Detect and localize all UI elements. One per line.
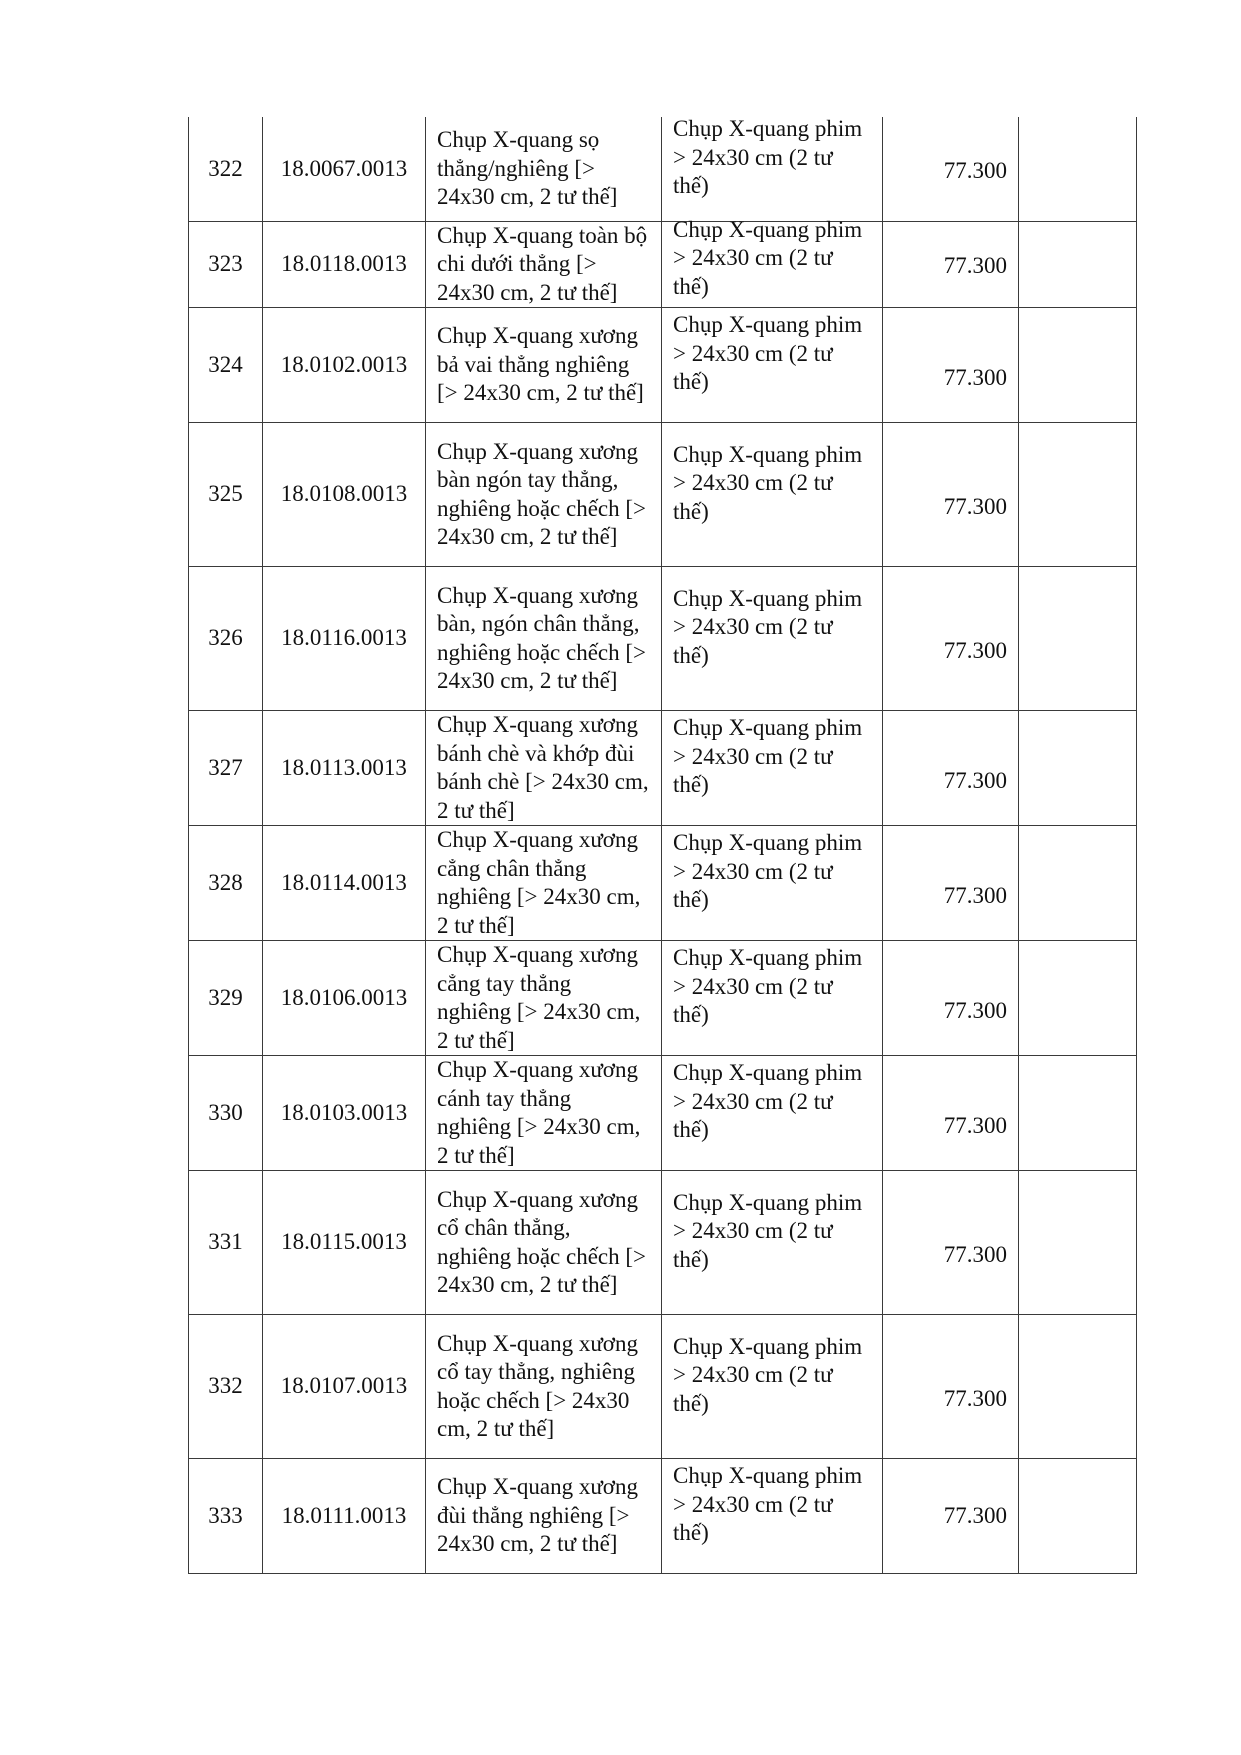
row-note	[1019, 1459, 1137, 1574]
row-note	[1019, 711, 1137, 826]
row-price	[883, 941, 1019, 1056]
row-group-text: Chụp X-quang phim > 24x30 cm (2 tư thế)	[673, 945, 863, 1028]
row-group-text: Chụp X-quang phim > 24x30 cm (2 tư thế)	[673, 715, 863, 798]
table-row	[189, 711, 1137, 826]
row-price-text: 77.300	[943, 253, 1007, 278]
row-group-text: Chụp X-quang phim > 24x30 cm (2 tư thế)	[673, 1189, 863, 1272]
row-group	[662, 308, 883, 423]
row-code: 18.0102.0013	[263, 308, 426, 423]
row-service-name: Chụp X-quang xương bả vai thẳng nghiêng [> 24x30 cm, 2 tư thế]	[426, 308, 662, 423]
row-service-name: Chụp X-quang xương cẳng chân thẳng nghiêng [> 24x30 cm, 2 tư thế]	[426, 826, 662, 941]
table-row	[189, 941, 1137, 1056]
row-group-text: Chụp X-quang phim > 24x30 cm (2 tư thế)	[673, 216, 863, 299]
row-group-text: Chụp X-quang phim > 24x30 cm (2 tư thế)	[673, 441, 863, 524]
row-service-name: Chụp X-quang xương bánh chè và khớp đùi bánh chè [> 24x30 cm, 2 tư thế]	[426, 711, 662, 826]
table-row	[189, 1056, 1137, 1171]
row-code: 18.0118.0013	[263, 221, 426, 308]
table-row	[189, 117, 1137, 221]
row-code: 18.0111.0013	[263, 1459, 426, 1574]
row-group	[662, 567, 883, 711]
row-price	[883, 221, 1019, 308]
row-note	[1019, 308, 1137, 423]
row-price-text: 77.300	[943, 1112, 1007, 1138]
row-stt: 333	[189, 1459, 263, 1574]
row-stt: 327	[189, 711, 263, 826]
row-group-text: Chụp X-quang phim > 24x30 cm (2 tư thế)	[673, 830, 863, 913]
row-price-text: 77.300	[943, 767, 1007, 793]
row-code: 18.0067.0013	[263, 117, 426, 221]
row-code: 18.0108.0013	[263, 423, 426, 567]
table-row	[189, 1315, 1137, 1459]
row-group-text: Chụp X-quang phim > 24x30 cm (2 tư thế)	[673, 1333, 863, 1416]
row-stt: 329	[189, 941, 263, 1056]
table-row	[189, 1459, 1137, 1574]
table-row	[189, 567, 1137, 711]
row-group	[662, 216, 883, 308]
row-stt: 323	[189, 221, 263, 308]
row-price-text: 77.300	[943, 364, 1007, 390]
row-service-name: Chụp X-quang xương cổ chân thẳng, nghiêng hoặc chếch [> 24x30 cm, 2 tư thế]	[426, 1171, 662, 1315]
row-group	[662, 423, 883, 567]
row-price-text: 77.300	[943, 997, 1007, 1023]
row-code: 18.0113.0013	[263, 711, 426, 826]
row-note	[1019, 1315, 1137, 1459]
row-group	[662, 941, 883, 1056]
table-row	[189, 221, 1137, 308]
row-stt: 330	[189, 1056, 263, 1171]
row-price-text: 77.300	[943, 882, 1007, 908]
row-price-text: 77.300	[943, 1502, 1007, 1528]
table-row	[189, 1171, 1137, 1315]
row-note	[1019, 423, 1137, 567]
row-group	[662, 1056, 883, 1171]
row-price-text: 77.300	[943, 157, 1007, 183]
row-stt: 326	[189, 567, 263, 711]
row-stt: 325	[189, 423, 263, 567]
row-service-name: Chụp X-quang xương cẳng tay thẳng nghiêng [> 24x30 cm, 2 tư thế]	[426, 941, 662, 1056]
row-service-name: Chụp X-quang xương cánh tay thẳng nghiêng [> 24x30 cm, 2 tư thế]	[426, 1056, 662, 1171]
table-row	[189, 826, 1137, 941]
row-group-text: Chụp X-quang phim > 24x30 cm (2 tư thế)	[673, 116, 863, 198]
row-service-name: Chụp X-quang toàn bộ chi dưới thẳng [> 24x30 cm, 2 tư thế]	[426, 221, 662, 308]
row-service-name: Chụp X-quang sọ thẳng/nghiêng [> 24x30 cm, 2 tư thế]	[426, 117, 662, 221]
row-price-text: 77.300	[943, 494, 1007, 520]
row-note	[1019, 221, 1137, 308]
row-price	[883, 567, 1019, 711]
table-row	[189, 423, 1137, 567]
row-code: 18.0116.0013	[263, 567, 426, 711]
row-note	[1019, 1056, 1137, 1171]
row-stt: 324	[189, 308, 263, 423]
row-service-name: Chụp X-quang xương bàn ngón tay thẳng, nghiêng hoặc chếch [> 24x30 cm, 2 tư thế]	[426, 423, 662, 567]
table-row	[189, 308, 1137, 423]
row-price	[883, 423, 1019, 567]
row-price	[883, 117, 1019, 221]
row-group	[662, 711, 883, 826]
row-service-name: Chụp X-quang xương bàn, ngón chân thẳng, nghiêng hoặc chếch [> 24x30 cm, 2 tư thế]	[426, 567, 662, 711]
row-group-text: Chụp X-quang phim > 24x30 cm (2 tư thế)	[673, 312, 863, 395]
row-group-text: Chụp X-quang phim > 24x30 cm (2 tư thế)	[673, 1463, 863, 1546]
row-note	[1019, 941, 1137, 1056]
row-price-text: 77.300	[943, 1386, 1007, 1412]
row-price	[883, 1056, 1019, 1171]
row-group	[662, 117, 883, 221]
row-price	[883, 1459, 1019, 1574]
row-group	[662, 1459, 883, 1574]
row-service-name: Chụp X-quang xương đùi thẳng nghiêng [> 24x30 cm, 2 tư thế]	[426, 1459, 662, 1574]
row-note	[1019, 826, 1137, 941]
row-price-text: 77.300	[943, 1242, 1007, 1268]
row-note	[1019, 567, 1137, 711]
row-price	[883, 826, 1019, 941]
row-stt: 322	[189, 117, 263, 221]
row-group	[662, 826, 883, 941]
row-price	[883, 1315, 1019, 1459]
row-group-text: Chụp X-quang phim > 24x30 cm (2 tư thế)	[673, 1060, 863, 1143]
row-price	[883, 711, 1019, 826]
row-note	[1019, 117, 1137, 221]
row-code: 18.0114.0013	[263, 826, 426, 941]
row-group	[662, 1315, 883, 1459]
row-price	[883, 1171, 1019, 1315]
row-code: 18.0115.0013	[263, 1171, 426, 1315]
row-note	[1019, 1171, 1137, 1315]
row-group-text: Chụp X-quang phim > 24x30 cm (2 tư thế)	[673, 585, 863, 668]
row-code: 18.0107.0013	[263, 1315, 426, 1459]
row-stt: 331	[189, 1171, 263, 1315]
row-price-text: 77.300	[943, 638, 1007, 664]
row-price	[883, 308, 1019, 423]
price-table	[188, 117, 1137, 1574]
row-stt: 332	[189, 1315, 263, 1459]
row-stt: 328	[189, 826, 263, 941]
row-code: 18.0106.0013	[263, 941, 426, 1056]
row-group	[662, 1171, 883, 1315]
row-code: 18.0103.0013	[263, 1056, 426, 1171]
row-service-name: Chụp X-quang xương cổ tay thẳng, nghiêng hoặc chếch [> 24x30 cm, 2 tư thế]	[426, 1315, 662, 1459]
